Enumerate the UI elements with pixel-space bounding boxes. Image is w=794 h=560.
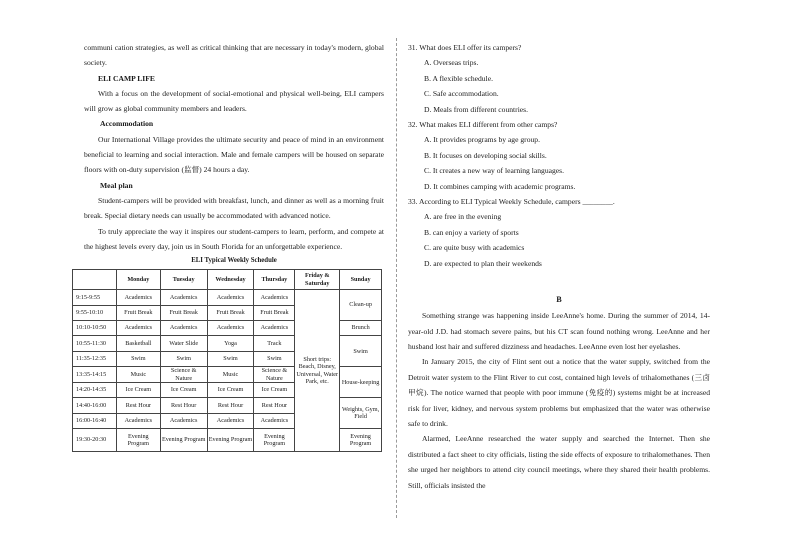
option[interactable]: A. are free in the evening [424,212,502,222]
table-cell: Academics [116,290,160,305]
table-cell: Evening Program [207,429,254,452]
table-cell: Ice Cream [207,382,254,397]
table-header-row [73,270,382,290]
table-cell: Ice Cream [254,382,295,397]
header-cell: Thursday [254,270,295,290]
table-cell: Academics [160,413,207,428]
table-cell: Music [116,367,160,383]
question-33 [408,194,710,271]
table-cell: Academics [160,290,207,305]
sunday-cell: Swim [340,336,382,367]
time-cell: 10:55-11:30 [73,336,117,351]
table-cell: Academics [254,290,295,305]
camp-life-paragraph: With a focus on the development of social-emotional and physical well-being, ELI campers will grow as global community members and leaders. [84,88,384,114]
weekly-schedule-table [72,269,382,452]
sunday-cell: House-keeping [340,367,382,398]
meal-plan-paragraph: Student-campers will be provided with breakfast, lunch, and dinner as well as a morning fruit break. Special dietary needs can usually be accommodated with advanced notice. [84,195,384,221]
time-cell: 14:20-14:35 [73,382,117,397]
question-stem: 33. According to ELI Typical Weekly Schedule, campers ________. [408,197,615,207]
closing-paragraph: To truly appreciate the way it inspires our student-campers to learn, perform, and compete at the highest levels every day, join us in South Florida for an unforgettable experience. [84,226,384,251]
table-cell: Fruit Break [160,305,207,320]
table-cell: Academics [160,320,207,335]
table-cell: Basketball [116,336,160,351]
option[interactable]: B. It focuses on developing social skills. [424,150,547,160]
question-stem: 32. What makes ELI different from other camps? [408,120,558,130]
table-cell: Academics [207,320,254,335]
table-cell: Evening Program [116,429,160,452]
fri-sat-cell: Short trips: Beach, Disney, Universal, Water Park, etc. [295,290,340,452]
question-32 [408,117,710,194]
time-cell: 9:55-10:10 [73,305,117,320]
accommodation-paragraph: Our International Village provides the ultimate security and peace of mind in an environment beneficial to learning and social interaction. Male and female campers will be housed on separate floors with on-duty supervision (监督) 24 hours a day. [84,134,384,175]
time-cell: 13:35-14:15 [73,367,117,383]
table-cell: Track [254,336,295,351]
table-cell: Ice Cream [116,382,160,397]
header-cell: Monday [116,270,160,290]
time-cell: 11:35-12:35 [73,351,117,366]
table-cell: Science & Nature [160,367,207,383]
table-cell: Science & Nature [254,367,295,383]
header-cell: Wednesday [207,270,254,290]
time-cell: 10:10-10:50 [73,320,117,335]
table-cell: Yoga [207,336,254,351]
table-cell: Rest Hour [207,398,254,413]
table-cell: Evening Program [160,429,207,452]
passage-b-heading: B [556,295,562,305]
left-column [76,40,384,452]
intro-paragraph: communi cation strategies, as well as critical thinking that are necessary in today's modern, global society. [84,43,384,68]
time-cell: 14:40-16:00 [73,398,117,413]
header-cell: Tuesday [160,270,207,290]
table-cell: Rest Hour [116,398,160,413]
time-cell: 19:30-20:30 [73,429,117,452]
option[interactable]: C. Safe accommodation. [424,89,499,99]
option[interactable]: A. It provides programs by age group. [424,135,540,145]
passage-b-paragraph-1: Something strange was happening inside LeeAnne's home. During the summer of 2014, 14-year-old J.D. had stomach severe pains, but his CT scan found nothing wrong. LeeAnne and her husband lost hair and suffered dizziness and headaches. LeeAnne even lost her eyelashes. [408,311,710,351]
table-cell: Swim [207,351,254,366]
option[interactable]: D. Meals from different countries. [424,104,529,114]
header-cell: Friday & Saturday [295,270,340,290]
table-cell: Academics [254,413,295,428]
column-divider [396,38,397,518]
schedule-title: ELI Typical Weekly Schedule [191,257,277,265]
table-cell: Evening Program [254,429,295,452]
table-cell: Music [207,367,254,383]
header-cell [73,270,117,290]
table-cell: Rest Hour [254,398,295,413]
option[interactable]: D. It combines camping with academic programs. [424,181,576,191]
option[interactable]: D. are expected to plan their weekends [424,258,542,268]
table-cell: Rest Hour [160,398,207,413]
option[interactable]: A. Overseas trips. [424,58,479,68]
header-cell: Sunday [340,270,382,290]
sunday-cell: Weights, Gym, Field [340,398,382,429]
passage-b-paragraph-2: In January 2015, the city of Flint sent out a notice that the water supply, switched from the Detroit water system to the Flint River to cut cost, contained high levels of trihalomethanes (三卤甲烷). The notice warned that people with poor immune (免疫的) systems might be at increased risk for liver, kidney, and nervous system problems but emphasized that the water was otherwise safe to drink. [408,357,710,428]
table-cell: Swim [254,351,295,366]
sunday-cell: Brunch [340,320,382,335]
right-column [408,40,710,493]
table-cell: Ice Cream [160,382,207,397]
sunday-cell: Clean-up [340,290,382,321]
time-cell: 16:00-16:40 [73,413,117,428]
table-cell: Academics [207,290,254,305]
option[interactable]: B. can enjoy a variety of sports [424,227,519,237]
table-cell: Fruit Break [116,305,160,320]
table-row [73,290,382,305]
table-cell: Academics [207,413,254,428]
time-cell: 9:15-9:55 [73,290,117,305]
meal-plan-title: Meal plan [100,180,133,190]
passage-b-paragraph-3: Alarmed, LeeAnne researched the water supply and searched the Internet. Then she distributed a fact sheet to city officials, listing the side effects of exposure to trihalomethanes. Then she urged her neighbors to attend city council meetings, where they shared their health problems. Still, officials insisted the [408,434,710,490]
table-cell: Water Slide [160,336,207,351]
section-title: ELI CAMP LIFE [98,73,155,83]
question-31 [408,40,710,117]
option[interactable]: C. are quite busy with academics [424,243,525,253]
table-cell: Academics [254,320,295,335]
question-stem: 31. What does ELI offer its campers? [408,43,522,52]
table-cell: Swim [160,351,207,366]
option[interactable]: C. It creates a new way of learning languages. [424,166,565,176]
sunday-cell: Evening Program [340,429,382,452]
table-cell: Swim [116,351,160,366]
table-cell: Academics [116,320,160,335]
table-cell: Fruit Break [207,305,254,320]
table-cell: Fruit Break [254,305,295,320]
option[interactable]: B. A flexible schedule. [424,73,493,83]
accommodation-title: Accommodation [100,119,154,129]
table-cell: Academics [116,413,160,428]
